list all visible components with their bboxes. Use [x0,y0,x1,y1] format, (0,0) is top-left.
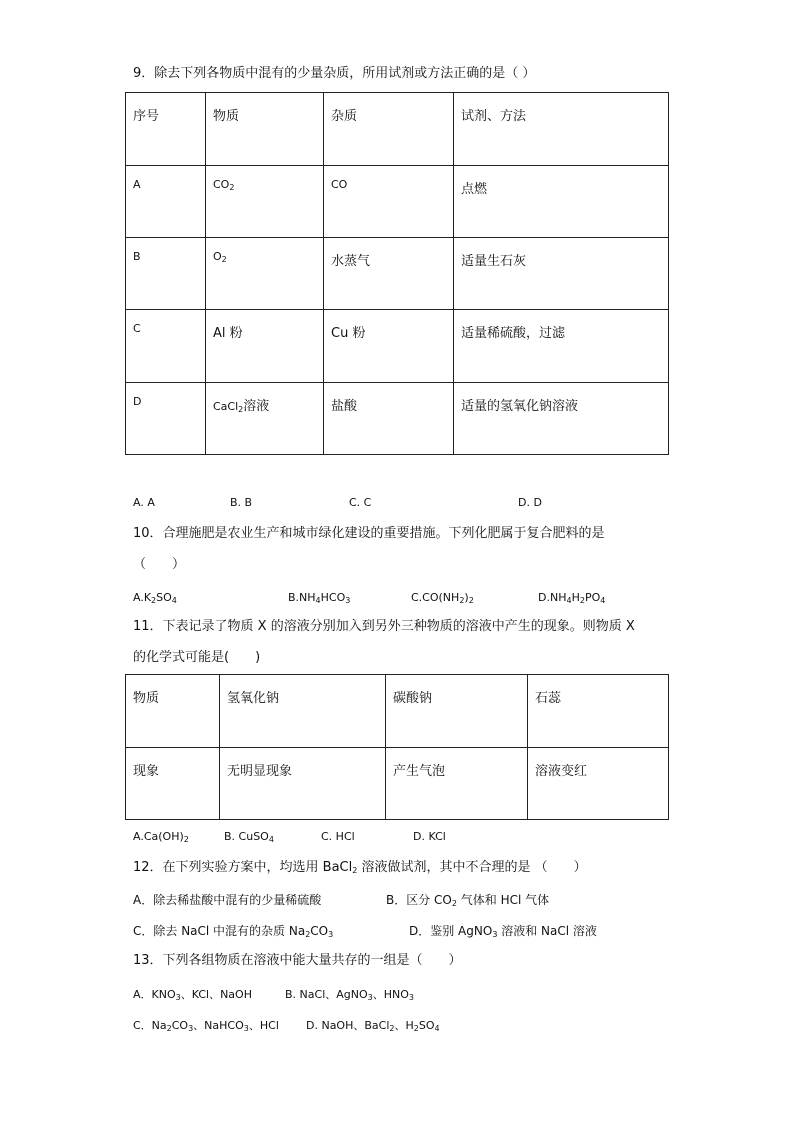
q13-option-c[interactable]: C．$Na_2CO_3$、NaHCO$_3$、HCl [133,1019,279,1033]
row-id: D [126,383,206,455]
row-substance: CaCl$_2$溶液 [206,383,324,455]
q13-option-d[interactable]: D. NaOH、BaCl$_2$、$H_2SO_4$ [306,1019,440,1033]
q10-option-d[interactable]: $D.NH_4H_2PO_4$ [538,591,606,605]
q11-stem-cont: 的化学式可能是( ) [133,650,261,665]
q10-option-c[interactable]: $C.CO(NH_2)_2$ [411,591,474,605]
q9-row-b [126,238,669,310]
row-impurity: Cu 粉 [324,310,454,383]
q11-cell: 产生气泡 [386,748,528,820]
row-substance: Al 粉 [206,310,324,383]
q9-option-d[interactable]: D. D [518,496,542,509]
q10-stem-cont: （ ） [133,557,186,572]
row-method: 点燃 [454,166,669,238]
q9-row-a [126,166,669,238]
q10-stem: 10．合理施肥是农业生产和城市绿化建设的重要措施。下列化肥属于复合肥料的是 [133,526,605,541]
row-substance: $CO_2$ [206,166,324,238]
q9-option-b[interactable]: B. B [230,496,253,509]
q12-option-a[interactable]: A．除去稀盐酸中混有的少量稀硫酸 [133,893,322,907]
q11-option-b[interactable]: B. CuSO$_4$ [224,830,274,844]
q11-cell: 氢氧化钠 [220,675,386,748]
q10-option-a[interactable]: $A.K_2SO_4$ [133,591,177,605]
row-impurity: CO [324,166,454,238]
q11-table [125,674,669,820]
q11-cell: 物质 [126,675,220,748]
q9-table [125,92,669,455]
q11-option-a[interactable]: $A.Ca(OH)_2$ [133,830,189,844]
q13-option-b[interactable]: B. NaCl、AgNO$_3$、$HNO_3$ [285,988,414,1002]
q9-option-a[interactable]: A. A [133,496,155,509]
q11-stem: 11．下表记录了物质 X 的溶液分别加入到另外三种物质的溶液中产生的现象。则物质 X [133,619,635,634]
row-method: 适量稀硫酸，过滤 [454,310,669,383]
q13-stem: 13．下列各组物质在溶液中能大量共存的一组是（ ） [133,953,462,968]
q10-option-b[interactable]: $B.NH_4HCO_3$ [288,591,351,605]
q9-row-d [126,383,669,455]
row-impurity: 盐酸 [324,383,454,455]
q11-row-substance [126,675,669,748]
row-id: A [126,166,206,238]
row-id: C [126,310,206,383]
q11-row-phenomenon [126,748,669,820]
q12-option-d[interactable]: D．鉴别 AgNO$_3$ 溶液和 NaCl 溶液 [409,924,597,939]
q9-header-method: 试剂、方法 [454,93,669,166]
row-method: 适量生石灰 [454,238,669,310]
q9-header-substance: 物质 [206,93,324,166]
row-method: 适量的氢氧化钠溶液 [454,383,669,455]
row-id: B [126,238,206,310]
q11-option-d[interactable]: D. KCl [413,830,446,843]
q12-option-c[interactable]: C．除去 NaCl 中混有的杂质 $Na_2CO_3$ [133,924,334,939]
q9-header-id: 序号 [126,93,206,166]
q12-option-b[interactable]: B．区分 $CO_2$ 气体和 HCl 气体 [386,893,550,908]
q11-cell: 石蕊 [528,675,669,748]
row-substance: $O_2$ [206,238,324,310]
q9-header-impurity: 杂质 [324,93,454,166]
q11-cell: 现象 [126,748,220,820]
q11-cell: 无明显现象 [220,748,386,820]
q11-cell: 溶液变红 [528,748,669,820]
q12-stem: 12．在下列实验方案中，均选用 BaCl$_2$ 溶液做试剂，其中不合理的是 （ ） [133,860,587,875]
row-impurity: 水蒸气 [324,238,454,310]
q9-header-row [126,93,669,166]
q11-option-c[interactable]: C. HCl [321,830,355,843]
q11-cell: 碳酸钠 [386,675,528,748]
q9-row-c [126,310,669,383]
q9-option-c[interactable]: C. C [349,496,372,509]
q13-option-a[interactable]: A．$KNO_3$、KCl、NaOH [133,988,252,1002]
q9-stem: 9．除去下列各物质中混有的少量杂质，所用试剂或方法正确的是（ ） [133,66,536,81]
